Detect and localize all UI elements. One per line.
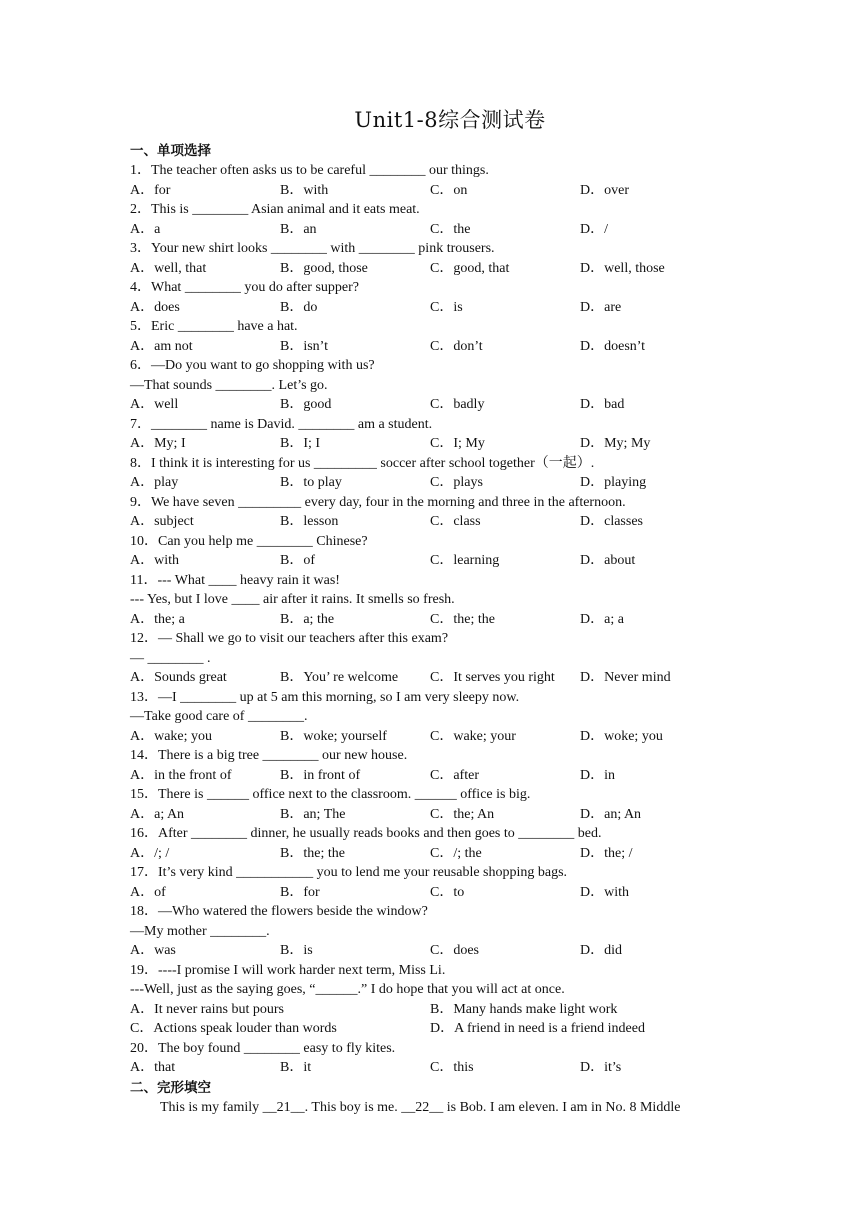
option-row (130, 1000, 770, 1020)
option-row (130, 473, 770, 493)
answer-option: D．in (580, 767, 615, 783)
answer-option: D．Never mind (580, 670, 671, 685)
answer-option: C．I; My (430, 436, 485, 451)
option-row (130, 883, 770, 903)
answer-option: B．of (280, 553, 315, 568)
answer-option: A．for (130, 182, 171, 198)
answer-option: C．is (430, 299, 463, 315)
answer-option: C．on (430, 182, 468, 198)
question-stem: --- Yes, but I love ____ air after it rains. It smells so fresh. (130, 592, 455, 607)
answer-option: B．it (280, 1060, 312, 1075)
answer-option: A．My; I (130, 436, 186, 451)
answer-option: B．an; The (280, 806, 346, 822)
question-list (130, 161, 770, 1078)
answer-option: C．the; An (430, 806, 495, 822)
question-item (130, 317, 770, 356)
question-item (130, 278, 770, 317)
answer-option: B．I; I (280, 436, 321, 451)
option-row (130, 512, 770, 532)
answer-option: C．/; the (430, 845, 482, 861)
answer-option: A．well, that (130, 260, 207, 276)
answer-option: B．woke; yourself (280, 728, 387, 744)
question-stem: 10．Can you help me ________ Chinese? (130, 533, 368, 549)
question-item (130, 571, 770, 630)
question-stem: 8．I think it is interesting for us _________ soccer after school together（一起）. (130, 455, 595, 471)
answer-option: B．in front of (280, 767, 361, 783)
answer-option: A．was (130, 943, 176, 958)
answer-option: C．this (430, 1060, 474, 1075)
answer-option: C．good, that (430, 260, 510, 276)
answer-option: D．/ (580, 221, 608, 237)
option-row (130, 1058, 770, 1078)
answer-option: A．a; An (130, 806, 185, 822)
answer-option: D．with (580, 884, 629, 900)
question-item (130, 532, 770, 571)
question-stem: 6．—Do you want to go shopping with us? (130, 358, 375, 373)
question-stem: 17．It’s very kind ___________ you to lend me your reusable shopping bags. (130, 865, 568, 880)
question-stem: 14．There is a big tree ________ our new house. (130, 748, 408, 763)
option-row (130, 805, 770, 825)
answer-option: A．in the front of (130, 767, 232, 783)
option-row (130, 766, 770, 786)
cloze-paragraph: This is my family __21__. This boy is me. __22__ is Bob. I am eleven. I am in No. 8 Middle (160, 1099, 681, 1115)
option-row (130, 259, 770, 279)
answer-option: D．did (580, 943, 622, 958)
answer-option: D．an; An (580, 806, 642, 822)
question-stem: 16．After ________ dinner, he usually reads books and then goes to ________ bed. (130, 826, 602, 841)
question-item (130, 493, 770, 532)
section-heading-cloze: 二、完形填空 (130, 1079, 211, 1096)
answer-option: B．the; the (280, 845, 345, 861)
option-row (130, 181, 770, 201)
question-item (130, 1039, 770, 1078)
question-item (130, 356, 770, 415)
question-stem: 9．We have seven _________ every day, four in the morning and three in the afternoon. (130, 494, 626, 510)
answer-option: D．A friend in need is a friend indeed (430, 1021, 645, 1036)
answer-option: B．isn’t (280, 338, 328, 354)
answer-option: B．an (280, 221, 317, 237)
answer-option: D．over (580, 182, 629, 198)
answer-option: A．am not (130, 338, 193, 354)
option-row (130, 1019, 770, 1039)
answer-option: B．is (280, 943, 313, 958)
answer-option: D．doesn’t (580, 338, 646, 354)
question-stem: ---Well, just as the saying goes, “______.” I do hope that you will act at once. (130, 982, 565, 997)
answer-option: C．does (430, 943, 479, 958)
answer-option: A．/; / (130, 845, 170, 861)
option-row (130, 298, 770, 318)
option-row (130, 941, 770, 961)
option-row (130, 551, 770, 571)
answer-option: D．a; a (580, 611, 624, 627)
question-item (130, 454, 770, 493)
answer-option: C．after (430, 767, 479, 783)
answer-option: C．learning (430, 553, 500, 568)
question-stem: 7．________ name is David. ________ am a student. (130, 416, 433, 432)
question-stem: 3．Your new shirt looks ________ with ________ pink trousers. (130, 241, 495, 256)
option-row (130, 610, 770, 630)
answer-option: A．play (130, 475, 179, 490)
answer-option: B．to play (280, 475, 342, 490)
question-stem: 19．----I promise I will work harder next term, Miss Li. (130, 962, 446, 978)
question-stem: 1．The teacher often asks us to be careful ________ our things. (130, 163, 489, 178)
question-item (130, 961, 770, 1039)
answer-option: D．the; / (580, 845, 633, 861)
answer-option: D．about (580, 553, 636, 568)
option-row (130, 337, 770, 357)
answer-option: A．subject (130, 514, 194, 529)
answer-option: C．class (430, 514, 481, 529)
question-item (130, 200, 770, 239)
question-stem: 13．—I ________ up at 5 am this morning, so I am very sleepy now. (130, 689, 520, 705)
answer-option: A．wake; you (130, 728, 213, 744)
question-stem: 4．What ________ you do after supper? (130, 280, 359, 295)
answer-option: A．a (130, 221, 161, 237)
answer-option: A．with (130, 553, 179, 568)
question-stem: —That sounds ________. Let’s go. (130, 377, 328, 393)
page-title: Unit1-8综合测试卷 (354, 108, 546, 132)
question-item (130, 239, 770, 278)
answer-option: B．good (280, 397, 332, 412)
answer-option: C．Actions speak louder than words (130, 1021, 337, 1036)
question-item (130, 415, 770, 454)
answer-option: B．with (280, 182, 329, 198)
answer-option: C．badly (430, 397, 485, 412)
option-row (130, 668, 770, 688)
question-item (130, 688, 770, 747)
question-stem: 20．The boy found ________ easy to fly kites. (130, 1040, 396, 1056)
option-row (130, 395, 770, 415)
question-stem: —My mother ________. (130, 923, 270, 939)
answer-option: A．It never rains but pours (130, 1001, 284, 1017)
question-item (130, 746, 770, 785)
question-stem: —Take good care of ________. (130, 709, 308, 724)
question-item (130, 161, 770, 200)
answer-option: C．It serves you right (430, 670, 555, 685)
answer-option: D．woke; you (580, 728, 663, 744)
answer-option: B．good, those (280, 260, 368, 276)
question-stem: 2．This is ________ Asian animal and it eats meat. (130, 202, 420, 217)
question-stem: — ________ . (130, 650, 211, 666)
answer-option: A．that (130, 1060, 176, 1075)
question-stem: 12．— Shall we go to visit our teachers after this exam? (130, 631, 449, 646)
question-stem: 15．There is ______ office next to the classroom. ______ office is big. (130, 787, 531, 802)
answer-option: C．don’t (430, 338, 483, 354)
answer-option: A．well (130, 397, 179, 412)
option-row (130, 844, 770, 864)
answer-option: C．the (430, 221, 471, 237)
option-row (130, 434, 770, 454)
question-item (130, 902, 770, 961)
answer-option: A．the; a (130, 611, 185, 627)
answer-option: D．playing (580, 475, 647, 490)
answer-option: D．bad (580, 397, 625, 412)
exam-page (130, 104, 770, 1118)
option-row (130, 727, 770, 747)
answer-option: B．lesson (280, 514, 339, 529)
answer-option: B．for (280, 884, 320, 900)
answer-option: D．well, those (580, 260, 665, 276)
answer-option: B．Many hands make light work (430, 1001, 618, 1017)
question-stem: 5．Eric ________ have a hat. (130, 319, 298, 334)
answer-option: C．to (430, 884, 465, 900)
answer-option: C．wake; your (430, 728, 516, 744)
answer-option: B．do (280, 299, 318, 315)
answer-option: D．My; My (580, 436, 651, 451)
answer-option: D．it’s (580, 1060, 622, 1075)
answer-option: A．Sounds great (130, 670, 227, 685)
question-stem: 11．--- What ____ heavy rain it was! (130, 572, 340, 588)
question-stem: 18．—Who watered the flowers beside the window? (130, 904, 428, 919)
answer-option: A．of (130, 884, 166, 900)
question-item (130, 863, 770, 902)
question-item (130, 824, 770, 863)
answer-option: D．are (580, 299, 622, 315)
answer-option: C．plays (430, 475, 483, 490)
question-item (130, 785, 770, 824)
answer-option: C．the; the (430, 611, 495, 627)
answer-option: A．does (130, 299, 180, 315)
section-heading-single-choice: 一、单项选择 (130, 143, 211, 159)
answer-option: B．You’ re welcome (280, 670, 399, 685)
answer-option: B．a; the (280, 611, 335, 627)
option-row (130, 220, 770, 240)
question-item (130, 629, 770, 688)
answer-option: D．classes (580, 514, 643, 529)
